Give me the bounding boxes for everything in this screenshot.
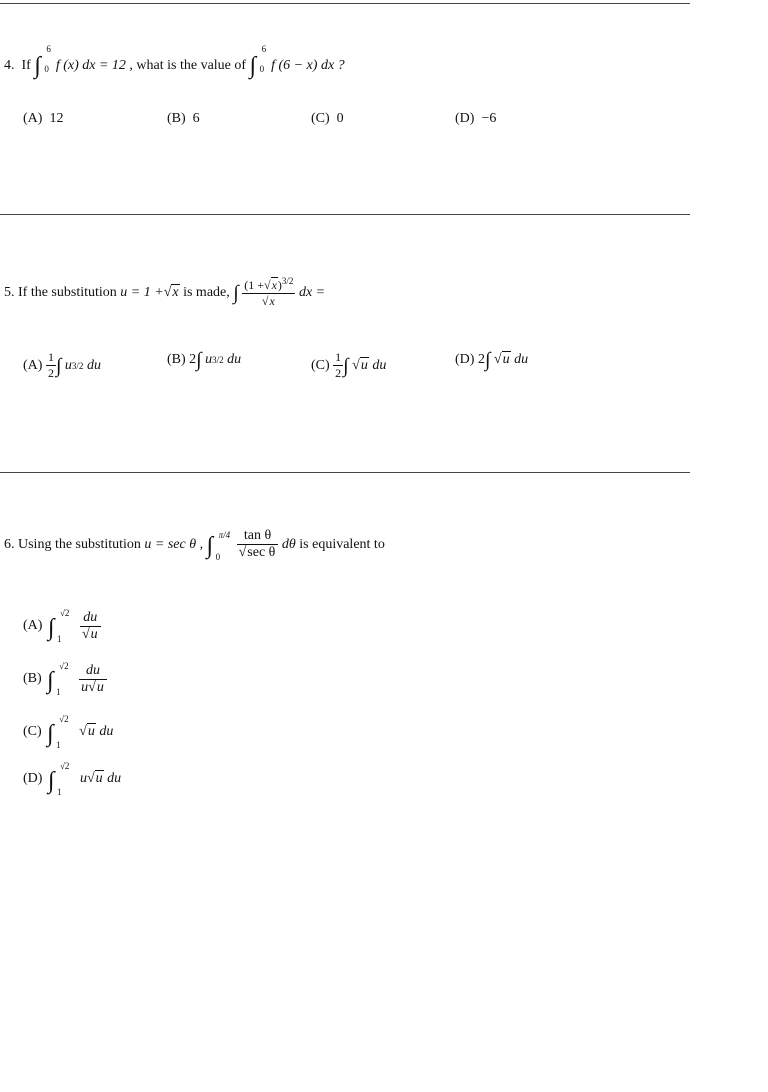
coefficient-fraction: $\frac{1}{2}$ (335, 350, 342, 380)
integral-sign: ∫ (34, 53, 41, 79)
integral-sign: ∫ (55, 354, 62, 377)
lower-limit: 1 (56, 687, 61, 697)
choice-label: (D) (23, 771, 43, 786)
integrand-fraction: $\frac{du}{√u}$ (80, 610, 101, 643)
integral-sign: ∫ (206, 532, 214, 559)
divider-q4-q5 (0, 214, 690, 215)
choice-label: (B) (167, 352, 186, 367)
choice-label: (D) (455, 111, 475, 126)
question-number: 5. (4, 284, 15, 300)
sqrt-u: √u (79, 724, 95, 739)
integrand-fraction: $\frac{du}{u√u}$ (79, 663, 107, 696)
choice-value: 0 (336, 111, 344, 126)
integral (207, 530, 237, 560)
choice-6a[interactable] (23, 608, 101, 644)
integral-sign: ∫ (47, 615, 55, 641)
integral-sign: ∫ (233, 281, 239, 304)
integral (46, 608, 80, 644)
coefficient-fraction: $\frac{1}{2}$ (47, 350, 54, 380)
sqrt-u: √u (493, 352, 510, 367)
choice-5d[interactable]: (D) 2 ∫ √u du (455, 349, 529, 371)
integral-sign: ∫ (47, 768, 55, 794)
integrand-1: f (x) dx = 12 , (55, 58, 133, 73)
choice-value: −6 (481, 111, 497, 126)
divider-q5-q6 (0, 472, 690, 473)
choice-label: (B) (167, 111, 186, 126)
choice-label: (D) (455, 352, 475, 367)
question-text: what is the value of (136, 58, 247, 73)
dtheta: dθ (281, 536, 296, 552)
integral-1 (34, 44, 52, 79)
question-tail: is equivalent to (299, 536, 385, 552)
sqrt-u: √u (352, 357, 368, 373)
choice-5b[interactable]: (B) 2 ∫ u 3/2 du (167, 349, 242, 371)
question-5 (4, 276, 325, 309)
choice-5c[interactable]: (C) $\frac{1}{2}$ ∫ √u du (311, 350, 387, 380)
integral (45, 714, 79, 750)
sqrt-x: √x (163, 284, 179, 300)
question-4 (4, 44, 345, 79)
choice-label: (C) (23, 724, 42, 739)
integral-sign: ∫ (47, 668, 54, 694)
question-number: 4. (4, 58, 15, 73)
substitution-lhs: u = 1 + (120, 284, 164, 300)
integral-2 (249, 44, 268, 79)
integral-sign: ∫ (343, 354, 349, 377)
upper-limit: π/4 (218, 529, 231, 540)
choice-label: (C) (311, 357, 330, 373)
is-made-text: is made, (183, 284, 230, 300)
question-text: Using the substitution (18, 536, 141, 552)
choice-4a[interactable] (23, 111, 63, 127)
upper-limit: 6 (261, 44, 267, 54)
upper-limit: √2 (59, 608, 70, 618)
lower-limit: 0 (44, 64, 49, 74)
integral (45, 661, 79, 697)
substitution: u = sec θ , (144, 536, 204, 552)
question-if: If (21, 58, 31, 73)
integral (46, 761, 80, 797)
choice-4c[interactable] (311, 111, 344, 127)
choice-4b[interactable] (167, 111, 200, 127)
choice-6b[interactable] (23, 661, 107, 697)
integral-sign: ∫ (249, 53, 257, 79)
dx-equals: dx = (298, 284, 326, 300)
upper-limit: √2 (59, 714, 69, 724)
integrand-2: f (6 − x) dx ? (271, 58, 345, 73)
lower-limit: 1 (56, 634, 62, 644)
lower-limit: 1 (56, 740, 61, 750)
lower-limit: 1 (56, 787, 62, 797)
choice-6d[interactable]: (D) ∫ √2 1 u √u du (23, 761, 122, 797)
choice-5a[interactable]: (A) $\frac{1}{2}$ ∫ u 3/2 du (23, 350, 101, 380)
upper-limit: √2 (59, 761, 70, 771)
integral-sign: ∫ (196, 349, 202, 371)
integral-sign: ∫ (47, 721, 54, 747)
choice-label: (C) (311, 111, 330, 126)
upper-limit: √2 (59, 661, 69, 671)
question-6 (4, 528, 385, 561)
choice-label: (A) (23, 618, 43, 633)
lower-limit: 0 (215, 551, 221, 562)
choice-value: 6 (192, 111, 200, 126)
choice-6c[interactable]: (C) ∫ √2 1 √u du (23, 714, 114, 750)
integrand-fraction: $\frac{(1 +√x)^{3/2}}{√x}$ (244, 276, 294, 308)
lower-limit: 0 (259, 64, 265, 74)
choice-label: (A) (23, 357, 43, 373)
question-text: If the substitution (18, 284, 117, 300)
integrand-fraction: $\frac{\text{tan θ}}{\text{√sec θ}}$ (237, 528, 279, 561)
integral-sign: ∫ (484, 349, 491, 371)
upper-limit: 6 (46, 44, 51, 54)
top-divider (0, 3, 690, 4)
question-number: 6. (4, 536, 15, 552)
choice-label: (A) (23, 111, 43, 126)
choice-value: 12 (49, 111, 64, 126)
choice-4d[interactable] (455, 111, 496, 127)
choice-label: (B) (23, 671, 42, 686)
sqrt-u: √u (86, 771, 103, 786)
